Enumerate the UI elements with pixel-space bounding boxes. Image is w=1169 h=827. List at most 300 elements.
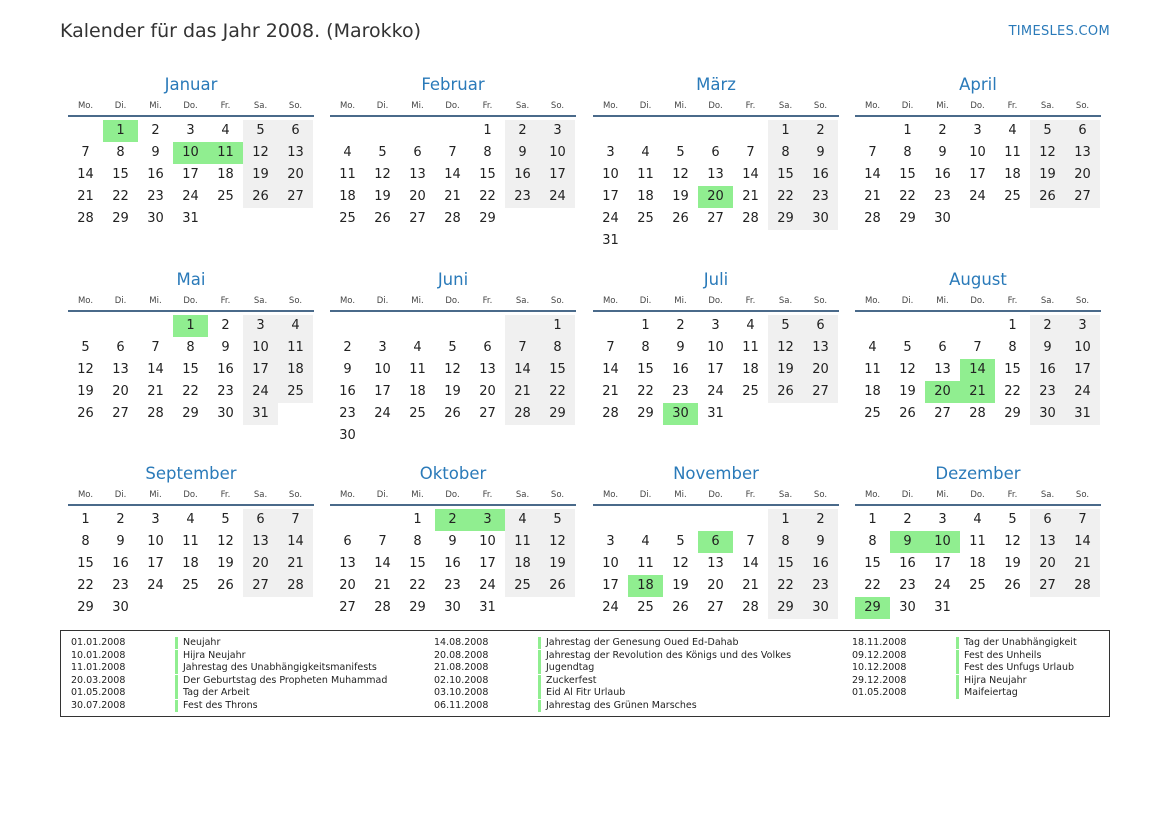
day-cell: 17: [147, 556, 164, 571]
day-cell: 21: [742, 578, 759, 593]
day-cell: 19: [1030, 164, 1065, 186]
holiday-name: Jahrestag der Revolution des Königs und des Volkes: [546, 649, 792, 661]
day-cell: 24: [707, 384, 724, 399]
holiday-marker: [956, 662, 959, 674]
day-cell: 8: [483, 145, 492, 160]
day-cell: 14: [374, 556, 391, 571]
holiday-date: 10.12.2008: [852, 662, 907, 673]
day-cell: 23: [339, 406, 356, 421]
day-cell: 24: [1065, 381, 1100, 403]
day-cell: 28: [864, 211, 881, 226]
day-cell: 17: [969, 167, 986, 182]
day-cell: 18: [637, 189, 654, 204]
holiday-date: 29.12.2008: [852, 674, 907, 686]
day-cell: 3: [973, 123, 982, 138]
holiday-row: [434, 700, 774, 713]
day-grid: [68, 120, 314, 230]
day-cell: 9: [1030, 337, 1065, 359]
day-cell: 2: [803, 120, 838, 142]
month-name: Juni: [437, 270, 469, 289]
day-cell: 26: [243, 186, 278, 208]
empty-cell: [698, 120, 733, 142]
day-cell: 28: [742, 211, 759, 226]
day-cell: 7: [278, 509, 313, 531]
weekday-label: Mo.: [339, 296, 356, 306]
day-cell: 25: [182, 578, 199, 593]
month-name: Februar: [421, 75, 485, 94]
weekday-label: Fr.: [482, 296, 493, 306]
day-cell: 5: [81, 340, 90, 355]
day-cell: 15: [112, 167, 129, 182]
weekday-label: Sa.: [515, 101, 530, 111]
weekday-label: Mo.: [339, 490, 356, 500]
empty-cell: [628, 120, 663, 142]
weekday-label: Mo.: [602, 101, 619, 111]
weekday-label: Fr.: [1007, 490, 1018, 500]
day-cell: 23: [934, 189, 951, 204]
holiday-date: 06.11.2008: [434, 699, 489, 711]
empty-cell: [733, 509, 768, 531]
day-cell: 27: [707, 211, 724, 226]
day-cell: 31: [243, 403, 278, 425]
empty-cell: [470, 315, 505, 337]
day-cell: 3: [1065, 315, 1100, 337]
day-cell: 4: [868, 340, 877, 355]
day-cell: 30: [663, 403, 698, 425]
weekday-label: Do.: [183, 101, 198, 111]
day-cell: 22: [77, 578, 94, 593]
empty-cell: [593, 120, 628, 142]
holiday-row: [434, 649, 792, 663]
day-cell: 10: [243, 337, 278, 359]
weekday-label: Do.: [708, 490, 723, 500]
day-cell: 9: [116, 534, 125, 549]
holiday-date: 01.05.2008: [852, 687, 907, 698]
weekday-label: Di.: [114, 296, 127, 306]
weekday-label: Mo.: [864, 101, 881, 111]
day-cell: 3: [711, 318, 720, 333]
day-cell: 28: [969, 406, 986, 421]
day-cell: 1: [903, 123, 912, 138]
brand-link[interactable]: TIMESLES.COM: [1008, 24, 1110, 39]
day-cell: 19: [374, 189, 391, 204]
month-name: November: [673, 464, 759, 483]
weekday-label: Do.: [183, 490, 198, 500]
day-cell: 15: [409, 556, 426, 571]
holiday-row: [71, 650, 411, 663]
holiday-name: Jahrestag der Genesung Oued Ed-Dahab: [546, 637, 739, 648]
day-cell: 6: [243, 509, 278, 531]
weekday-label: Sa.: [1040, 296, 1055, 306]
empty-cell: [208, 597, 243, 619]
day-cell: 16: [339, 384, 356, 399]
empty-cell: [435, 120, 470, 142]
day-cell: 7: [746, 534, 755, 549]
weekday-header: [855, 98, 1101, 117]
day-cell: 3: [378, 340, 387, 355]
day-cell: 13: [707, 556, 724, 571]
holiday-row: [71, 675, 411, 688]
day-cell: 3: [606, 534, 615, 549]
day-cell: 30: [444, 600, 461, 615]
day-cell: 24: [934, 578, 951, 593]
weekday-label: Di.: [376, 490, 389, 500]
day-cell: 23: [672, 384, 689, 399]
weekday-label: So.: [1075, 490, 1090, 500]
holiday-name: Hijra Neujahr: [183, 649, 246, 661]
weekday-label: So.: [1075, 296, 1090, 306]
month-name: September: [145, 464, 237, 483]
weekday-header: [593, 293, 839, 312]
empty-cell: [435, 425, 470, 447]
holiday-date: 03.10.2008: [434, 687, 489, 698]
day-cell: 26: [1004, 578, 1021, 593]
day-cell: 2: [151, 123, 160, 138]
holiday-row: [434, 662, 774, 675]
day-cell: 7: [606, 340, 615, 355]
day-cell: 16: [934, 167, 951, 182]
day-cell: 16: [803, 553, 838, 575]
day-cell: 19: [217, 556, 234, 571]
weekday-label: Mi.: [149, 490, 162, 500]
day-cell: 5: [221, 512, 230, 527]
day-cell: 12: [374, 167, 391, 182]
empty-cell: [733, 120, 768, 142]
day-cell: 27: [1030, 575, 1065, 597]
day-grid: [855, 509, 1101, 619]
empty-cell: [663, 120, 698, 142]
day-cell: 5: [768, 315, 803, 337]
empty-cell: [400, 425, 435, 447]
weekday-label: Fr.: [220, 490, 231, 500]
empty-cell: [1030, 208, 1065, 230]
weekday-header: [330, 293, 576, 312]
day-cell: 10: [925, 531, 960, 553]
weekday-label: Fr.: [482, 101, 493, 111]
day-cell: 17: [1065, 359, 1100, 381]
day-cell: 1: [768, 120, 803, 142]
holiday-date: 30.07.2008: [71, 699, 126, 711]
day-cell: 30: [147, 211, 164, 226]
weekday-label: Mi.: [674, 296, 687, 306]
weekday-label: Sa.: [778, 490, 793, 500]
day-cell: 4: [278, 315, 313, 337]
day-cell: 28: [147, 406, 164, 421]
empty-cell: [768, 230, 803, 252]
holiday-marker: [538, 700, 541, 712]
empty-cell: [698, 230, 733, 252]
day-cell: 26: [899, 406, 916, 421]
day-cell: 16: [147, 167, 164, 182]
day-cell: 28: [1065, 575, 1100, 597]
day-cell: 27: [409, 211, 426, 226]
day-cell: 23: [899, 578, 916, 593]
holiday-marker: [175, 675, 178, 687]
day-cell: 22: [637, 384, 654, 399]
day-cell: 25: [278, 381, 313, 403]
day-cell: 31: [934, 600, 951, 615]
weekday-label: Di.: [376, 101, 389, 111]
day-cell: 15: [182, 362, 199, 377]
day-cell: 2: [803, 509, 838, 531]
day-cell: 19: [768, 359, 803, 381]
holiday-row: [71, 637, 411, 650]
day-cell: 27: [707, 600, 724, 615]
holiday-name: Tag der Unabhängigkeit: [964, 637, 1077, 648]
holiday-row: [852, 662, 1169, 675]
day-cell: 9: [890, 531, 925, 553]
weekday-label: So.: [550, 296, 565, 306]
weekday-label: Sa.: [515, 490, 530, 500]
day-cell: 27: [1065, 186, 1100, 208]
day-cell: 19: [672, 578, 689, 593]
day-cell: 29: [768, 208, 803, 230]
day-cell: 11: [637, 167, 654, 182]
day-cell: 24: [969, 189, 986, 204]
holiday-marker: [538, 675, 541, 687]
day-cell: 29: [182, 406, 199, 421]
day-cell: 20: [243, 553, 278, 575]
empty-cell: [855, 315, 890, 337]
day-cell: 10: [173, 142, 208, 164]
month-4: [68, 269, 314, 425]
day-cell: 28: [444, 211, 461, 226]
day-cell: 16: [672, 362, 689, 377]
day-cell: 28: [374, 600, 391, 615]
day-cell: 5: [903, 340, 912, 355]
day-cell: 8: [116, 145, 125, 160]
day-cell: 23: [444, 578, 461, 593]
day-cell: 28: [602, 406, 619, 421]
day-cell: 23: [147, 189, 164, 204]
day-cell: 22: [479, 189, 496, 204]
day-cell: 20: [925, 381, 960, 403]
weekday-label: Do.: [970, 490, 985, 500]
day-cell: 1: [483, 123, 492, 138]
weekday-label: Mi.: [411, 101, 424, 111]
day-cell: 22: [1004, 384, 1021, 399]
day-cell: 21: [1065, 553, 1100, 575]
day-cell: 6: [413, 145, 422, 160]
day-cell: 20: [698, 186, 733, 208]
empty-cell: [960, 315, 995, 337]
day-cell: 1: [540, 315, 575, 337]
holiday-column: [71, 637, 411, 712]
day-cell: 26: [444, 406, 461, 421]
weekday-label: Di.: [901, 490, 914, 500]
holiday-name: Eid Al Fitr Urlaub: [546, 687, 626, 698]
weekday-label: Mo.: [77, 490, 94, 500]
day-cell: 22: [112, 189, 129, 204]
weekday-label: Mi.: [411, 296, 424, 306]
day-cell: 20: [803, 359, 838, 381]
day-cell: 9: [448, 534, 457, 549]
day-cell: 20: [339, 578, 356, 593]
weekday-label: Do.: [708, 101, 723, 111]
day-cell: 12: [1004, 534, 1021, 549]
day-cell: 17: [540, 164, 575, 186]
day-cell: 27: [278, 186, 313, 208]
day-cell: 12: [1030, 142, 1065, 164]
day-cell: 5: [1030, 120, 1065, 142]
day-grid: [855, 120, 1101, 230]
empty-cell: [1065, 597, 1100, 619]
day-cell: 11: [208, 142, 243, 164]
day-cell: 13: [339, 556, 356, 571]
day-cell: 14: [278, 531, 313, 553]
day-cell: 14: [742, 167, 759, 182]
day-cell: 29: [112, 211, 129, 226]
day-cell: 8: [186, 340, 195, 355]
day-cell: 17: [374, 384, 391, 399]
day-cell: 15: [899, 167, 916, 182]
empty-cell: [628, 230, 663, 252]
weekday-label: Di.: [639, 490, 652, 500]
holiday-name: Der Geburtstag des Propheten Muhammad: [183, 674, 388, 686]
day-cell: 8: [903, 145, 912, 160]
day-cell: 1: [413, 512, 422, 527]
empty-cell: [400, 315, 435, 337]
day-cell: 24: [540, 186, 575, 208]
day-cell: 17: [707, 362, 724, 377]
day-cell: 26: [1030, 186, 1065, 208]
day-cell: 19: [899, 384, 916, 399]
day-cell: 16: [505, 164, 540, 186]
day-cell: 29: [899, 211, 916, 226]
weekday-label: Mi.: [674, 490, 687, 500]
day-cell: 10: [969, 145, 986, 160]
day-cell: 22: [899, 189, 916, 204]
day-cell: 18: [339, 189, 356, 204]
day-cell: 16: [899, 556, 916, 571]
day-cell: 3: [186, 123, 195, 138]
day-cell: 12: [77, 362, 94, 377]
empty-cell: [803, 403, 838, 425]
holiday-date: 10.01.2008: [71, 649, 126, 661]
day-cell: 3: [606, 145, 615, 160]
day-cell: 5: [676, 534, 685, 549]
day-cell: 13: [707, 167, 724, 182]
day-cell: 6: [116, 340, 125, 355]
empty-cell: [505, 597, 540, 619]
day-cell: 11: [339, 167, 356, 182]
day-cell: 14: [602, 362, 619, 377]
day-cell: 19: [444, 384, 461, 399]
day-cell: 20: [1030, 553, 1065, 575]
day-cell: 24: [182, 189, 199, 204]
weekday-label: Di.: [639, 296, 652, 306]
day-cell: 21: [864, 189, 881, 204]
empty-cell: [505, 315, 540, 337]
holiday-row: [71, 687, 411, 700]
day-cell: 12: [672, 167, 689, 182]
empty-cell: [1065, 208, 1100, 230]
day-cell: 18: [505, 553, 540, 575]
day-cell: 17: [602, 189, 619, 204]
day-cell: 14: [864, 167, 881, 182]
weekday-label: Di.: [376, 296, 389, 306]
day-cell: 8: [540, 337, 575, 359]
day-cell: 6: [698, 531, 733, 553]
weekday-label: Do.: [445, 296, 460, 306]
day-cell: 16: [803, 164, 838, 186]
month-name: Januar: [164, 75, 218, 94]
empty-cell: [733, 403, 768, 425]
empty-cell: [628, 509, 663, 531]
day-cell: 12: [768, 337, 803, 359]
empty-cell: [663, 230, 698, 252]
day-cell: 3: [938, 512, 947, 527]
day-cell: 18: [182, 556, 199, 571]
day-grid: [593, 120, 839, 252]
weekday-label: Sa.: [253, 101, 268, 111]
day-cell: 11: [742, 340, 759, 355]
day-cell: 3: [243, 315, 278, 337]
day-cell: 25: [505, 575, 540, 597]
holiday-name: Hijra Neujahr: [964, 674, 1027, 686]
day-cell: 9: [676, 340, 685, 355]
day-cell: 7: [746, 145, 755, 160]
holiday-list: [60, 630, 1110, 717]
weekday-label: Di.: [901, 296, 914, 306]
holiday-date: 02.10.2008: [434, 674, 489, 686]
day-cell: 18: [969, 556, 986, 571]
empty-cell: [278, 597, 313, 619]
day-cell: 21: [742, 189, 759, 204]
day-cell: 11: [409, 362, 426, 377]
day-cell: 24: [479, 578, 496, 593]
day-cell: 29: [540, 403, 575, 425]
holiday-marker: [538, 637, 541, 649]
day-cell: 22: [864, 578, 881, 593]
day-cell: 4: [413, 340, 422, 355]
day-cell: 26: [77, 406, 94, 421]
empty-cell: [1030, 597, 1065, 619]
day-cell: 5: [448, 340, 457, 355]
day-cell: 2: [343, 340, 352, 355]
day-grid: [68, 509, 314, 619]
weekday-label: Fr.: [1007, 296, 1018, 306]
day-grid: [330, 120, 576, 230]
day-cell: 9: [505, 142, 540, 164]
day-cell: 28: [77, 211, 94, 226]
holiday-name: Maifeiertag: [964, 687, 1018, 698]
day-cell: 26: [768, 381, 803, 403]
month-name: Juli: [703, 270, 729, 289]
weekday-header: [68, 487, 314, 506]
day-cell: 12: [672, 556, 689, 571]
weekday-header: [593, 98, 839, 117]
day-cell: 2: [221, 318, 230, 333]
day-cell: 13: [1065, 142, 1100, 164]
day-cell: 5: [676, 145, 685, 160]
empty-cell: [278, 403, 313, 425]
day-cell: 23: [505, 186, 540, 208]
holiday-row: [852, 637, 1169, 650]
day-cell: 13: [479, 362, 496, 377]
day-grid: [593, 509, 839, 619]
day-cell: 25: [339, 211, 356, 226]
weekday-label: Sa.: [1040, 101, 1055, 111]
empty-cell: [505, 208, 540, 230]
day-cell: 19: [540, 553, 575, 575]
day-cell: 21: [77, 189, 94, 204]
day-cell: 4: [1008, 123, 1017, 138]
month-9: [330, 463, 576, 619]
weekday-label: Do.: [970, 296, 985, 306]
holiday-row: [434, 675, 774, 688]
day-cell: 23: [217, 384, 234, 399]
